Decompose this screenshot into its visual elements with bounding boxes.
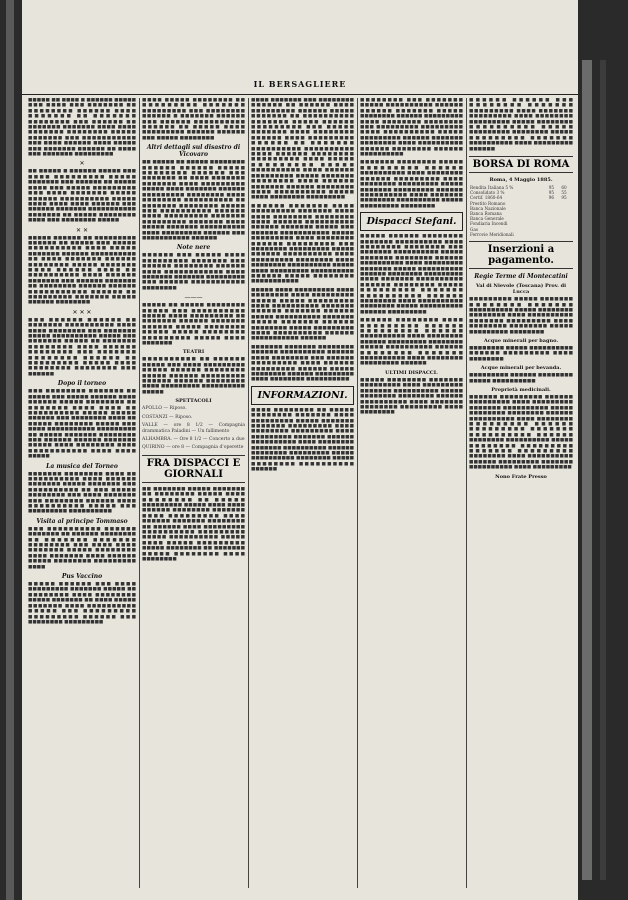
body-text: ■■■■■■ ■■■■■■■ ■■■■ ■■■■■■■■■ ■■■■■■■ ■■■■ ■■■■ ■■■■■■■■ ■■■■■■■■ ■■■■ ■■■■■■ ■■■■■■■■■■ ■■■■■■ ■■■■■■■ ■■■■■ ■■■ ■■■■■■ ■■■■■■■■■■■ ■■■■■ ■■■■■■■■■ ■■■■ ■■■■■■■■ ■■■■■■ ■■■■■■■■■ ■■■ ■■■■■■■■ ■■■■■■■■■ ■■■■■ ■■■■■■ ■■■■■■■■■■ ■■■■ ■■■■■■■■■ ■■■■■■■■ ■■■■ ■■■■■■■■ ■■■■■■■■■■ ■■■■■ ■■■■ ■■■■■■■■■ ■■■■■■■■■■ ■■■■■■ ■■■■■ ■■■■■■■■ ■■■■■■■■■■■ [251, 203, 354, 285]
body-text: ■■■■■■■ ■■■■■■■ ■■■■■■■■ ■■■■■■ ■■■■■■■■■■ ■■■■■■ ■■■■ ■■■■■■■■ ■■■ ■■■■■■ ■■■■■■■■■ ■■■■ ■■■■■■ ■■■■■■■■■ ■■■■■■ ■■■■■ ■■■■■■■■ ■■■■■■ ■■■■■■■■■ ■■■■ ■■■■■■■■ ■■■■■■■■■■ [251, 344, 354, 383]
body-text: ■■■■ ■■■■■■■ ■■■ ■■■■■■■■ ■■■■■■ ■■ ■■■■■■ ■■■■ ■■■■■■■■■ ■■■■■■ ■■■■■ ■■■■■■■ ■■ ■■■■■■■■■■ ■■■■■■■ ■■■■■ ■■■■■■ ■■■■■■■■■ ■■■ ■■■■■ ■■■■■■■ ■■■■ ■■■■■■■■ ■■■■■■ ■■■■ ■■■■■■■■■ ■■■■■■ ■■ ■■■■■■■ ■■■■■■■■■■ ■■■■■■■■■■ ■■■■ ■■■■■■ ■■■■■■■■ ■■■■■■■■■ ■■■■ ■■■■■ ■■■■■■■■■ ■■■■■ ■■■■■■■■■■ ■■■■ ■■■■■■ ■■■■■■■■■ ■■■■■ ■■■■■■■ ■■■■■■■■ ■■■■ ■■■■■■ ■■■■■■■ ■■■■■■ ■■■■■■■■ ■■■■ ■■■■■■■■■■ ■■■■■ ■■■■ ■■■■■■■■ ■■■■■■■■■ [251, 98, 354, 201]
body-text: ■■ ■■■■■■■ ■■■■■ ■■■■■■■ ■■ ■■■■■■■■ ■■■■■ ■■■■ ■■■■■■■■ ■■ ■■■■■ ■■■■■■■■■ ■■■■■ ■■■■ ■■■■ ■■■■■■ ■■■■■■■■ ■■■■■■■ ■■■■ ■■■■■■■■■ ■■■■ ■■■■■■ ■■■■■■■ ■■■■■■■■ ■■ ■■■■■■ ■■■■ ■■■■■■■■■ ■■■■■■■■■■ ■■■■■■■■■ ■■■■■ ■■■■■■■■■■ ■■■■■ ■■■■ ■■■■■ ■■■■■■■■■ ■■■■■ ■■■■■■■■ ■■ ■■■■■■■ ■■■■■ ■■■■■■■■ ■■■■ ■■■■■■■■ [142, 486, 245, 562]
section-heading: Proprietà medicinali. [491, 386, 551, 393]
masthead [22, 78, 578, 95]
body-text: ■■■■■ ■■ ■■■■ ■ ■■■■■■ ■■■■■ ■■■ ■■■■ ■■■ ■■■■■■■ ■■ ■■■■■■■■ ■■■■■■ ■■■■ ■■■■■■■ ■■ ■■■■■■■ ■■■■■■■■ ■■■ ■■■■■■ ■■ ■■■■■■■ ■■■■■■■ ■■■■ ■■■■ ■■■■■■■ ■■■■■■■■ ■■■■■ ■■■■■■■ ■■■ ■■■■■■■■■■■ ■■■ ■■■■ ■■■■■■ ■■■■ ■■■■■ ■■■ ■■■■■■■ ■■■■■■ ■■ ■■■■ ■■■ ■■■■■■■ ■■■■■■■■■ [28, 98, 136, 158]
section-heading: Altri dettagli sul disastro di Vicovaro [146, 144, 241, 159]
inserzioni-heading: Inserzioni a pagamento. [469, 241, 573, 269]
column-rule [466, 98, 467, 888]
section-heading: Acque minerali per bagno. [483, 337, 559, 344]
separator: ✕ [79, 160, 85, 168]
body-text: ■■■■■■ ■■■■■■■■■ ■■■■■■ ■■■■■■■■■ ■■■■ ■■■■■■■■■ ■■■■■■■ ■■■■■■■■■■ ■■■■■ ■■■■■■■■ ■■■■■■■■ ■■■■■■ ■■■■■■■■■■ ■■■■ ■■■■■■■■ ■■■■■■■■■ ■■■■■■ ■■■■■■■■■ ■■■■■■■ ■■■■■■■■■■ ■■■■■■ ■■■■■■■■ ■■■■■■■■■■ ■■■■■ ■■■■■■■■ ■■■■■■■■■ ■■■■■■■ ■■■■■■■■■ ■■■■■■■■ ■■■■ ■■■■■■■■■■ ■■■■■■ ■■■■■■■■■ ■■■■■■■ ■■■■■■■■■■ ■■■■ ■■■■■■■■■ [469, 394, 573, 471]
body-text: ■■■■ ■■■■■■■■ ■■ ■■■■■ ■■■■■■■■ ■■■■■■■ ■■■■ ■■■■■■■■■ ■■■■■ ■■■■■■■ ■■■■■■■ ■■■■■■■■■ ■■■■ ■■■■■■■■ ■■■■■■■■■ ■■■■ ■■■■■■■■■ ■■■■■■■ ■■■■■■ ■■■■■■■■■■ ■■■■ ■■■■■■■■ ■■■■■■■ ■■■■■■■■■■ ■■■■■■ ■■■■■■■■ ■■■■■■■■■ ■■■■■ ■■■■■■■■■■ ■■■■■■■■ ■■■■■ ■■■■■■■■ ■■■■■■■■■■ ■■■■■■ [251, 407, 354, 473]
table-cell: 55 [561, 190, 567, 196]
section-heading: SPETTACOLI [175, 398, 212, 405]
body-text: ■■■■■ ■■■■■■■■ ■■■■■■■ ■■■■■■■■■ ■■■■ ■■■■■■■■■ ■■■■■■■ ■■■■■■■■■■ ■■■■■ ■■■■■■■■ ■■■■■■■■ ■■■■■■ ■■■■■■■■■■ ■■■■ ■■■■■■■ ■■■■■■■■ ■■■■■■■■■ ■■■■ ■■■■■■■■ [360, 377, 463, 416]
column-rule [139, 98, 140, 888]
body-text: ■■■■■ ■■■■■■ ■■■■■■■■ ■■■■■■■ ■■■■■■■■■■ ■■■■ ■■■■■■■■ ■■■■■■■■ ■■■ ■■■■■■■ ■■■■■■■■■■ ■■■■■ ■■■■■■■ ■■■■■■■■ ■■■■■■ ■■■■■■■■■■ ■■■■ ■■■■■■■■■ ■■■■■■■ ■■■■■ ■■■■■■■■■■ ■■■■■■ ■■■■■■■■ ■■■■■■■■■ ■■■■ ■■■■■■■ ■■■■■■■■■■ ■■■■■■ ■■■■■■■■ ■■■■■ ■■■■■■■■■ ■■■■■■■ ■■■■■■■■■■ ■■■■■■ ■■■■■■■■ ■■■■ ■■■■■■■■■■ ■■■■■■■■ ■■■■■ ■■■■■■■■■■ ■■■■■■ ■■■■■■■■■ [360, 234, 463, 315]
scan-right-margin [578, 0, 628, 900]
table-cell: Fondiaria Incendi [470, 221, 508, 227]
body-text: ■■■ ■■■■■■■■■■ ■■■■■■ ■■■■■■■ ■■ ■■■■■■ ■■■■■■■■ ■■ ■■■■■■■ ■■■■■■■ ■■■■■■■■ ■■■ ■■■■ ■■■■ ■■■■■■■ ■■■■■ ■■■■■■■■ ■■■■ ■■■■■■■ ■■■■ ■■■■■■ ■■■■■ ■■■■■■■■ ■■■■■■■■■ ■■■■ [28, 526, 136, 570]
borsa-heading: BORSA DI ROMA [469, 156, 573, 173]
page-edge-shadow [600, 60, 606, 880]
scan-left-margin [0, 0, 22, 900]
informazioni-banner: INFORMAZIONI. [251, 386, 354, 405]
theatre-listing: VALLE — ore 8 1/2 — Compagnia drammatica Paladini — Un fallimento [142, 423, 245, 434]
column-4 [360, 98, 463, 892]
column-1 [28, 98, 136, 892]
column-3 [251, 98, 354, 892]
section-heading: Note nere [176, 244, 211, 252]
body-text: ■■■■■■■■ ■■■■■ ■■■■■■■■■■ ■■■■■■ ■■■■■■■■■ ■■■■ ■■■■■■■■ [469, 345, 573, 362]
body-text: ■■■■■■■■■ ■■■■■ ■■■■■■■ ■■■■■■■■ ■■■■■■■ ■■■■■■■■■■ ■■■■■ ■■■■■■■■ ■■■■■■■■ ■■■■ ■■■■■■■■■■ ■■■■■■■ ■■■■■■■■■ ■■■■ ■■■■■■■■ ■■■■■■■■ ■■■■■ ■■■■■■■■■ ■■■■■■■■ [469, 297, 573, 335]
table-row [469, 232, 573, 237]
body-text: ■■■■■■■■■■ ■■ ■■■■■■ ■■■■■ ■■■ ■■■■ ■■■■■■■■■ ■■■■■ ■■■■■■ ■■■■■■■■ ■■■■■ ■■■■■■ ■■■■■■■■■ ■■■■■■ ■■■■■■ ■■■■■■■■ ■■■■ ■■■■■■■■■ ■■■■■■■■■■ ■■■■■ [142, 357, 245, 395]
body-text: ■■■ ■■■■■■■■ ■■■■■■■ ■■ ■■■■■ ■■■ ■■■■■ ■■■■■■ ■■■■ ■■■■■■ ■■■■■ ■■■■■■■■ ■■ ■■■■■■■ ■■■■ ■■■■ ■■ ■■■■■■■■■■ ■■■■■ ■■■■■ ■■■■■■ ■■■ ■■■■■■■■ ■■■■ ■■ ■■■■■ ■■■■■■■■ ■■■■■ ■■■ ■■■■ ■■■■■■■■■■■ ■■■■■■■■■ ■■ ■■■■■ ■■■■■■■ ■■■■■■■■ ■■■ ■■■■■■ ■■■■■■ ■■■■■■■ ■■■■■ ■■■■ ■■■■■■■■ ■■■■ ■■■■■■■■■■■ ■■■■ ■■■■ ■■■■■ [28, 389, 136, 460]
masthead-title: IL BERSAGLIERE [253, 79, 347, 89]
table-cell: 96 [548, 195, 555, 201]
body-text: ■■■■■ ■■■■ ■■■■■■■■■ ■■■■ ■■■■■■■■ ■■■■ ■■■■■■■■■ ■■■■■ ■■■■■ ■■■■■■■■■ ■■■■ ■■■■■■■■■■ ■■■■■■■ ■■■■■■ ■■■■■■■ ■■■■■■ ■■■■■ ■■■■■■■■■■ ■■■■■■■ ■■■■■ ■■■■■■■ ■■■■■■ ■■■■■■■■ ■■■■■ ■■■■■■■■■ ■■■■ ■■■■■■■■■■ ■■■■■■ ■■■■■■■■■■■ ■■■■■■ [251, 287, 354, 342]
body-text: ■■■■■■ ■■■■■■ ■■■ ■■■■■■■■ ■■■■■■■ ■■■■■■■■■ ■■■■ ■■■■■■■ ■■■■■■■■■ ■■■■ ■■■■■■■■ ■■■■■■■■■ ■■■■■ ■■■■■■■■ ■■■■■■■■■■ ■■■■■ ■■■■■■■■■ ■■■■■■■■ ■■■■■ ■■■■■■■■■ ■■■■■■■ ■■■■■■■■■■ ■■■■ ■■■■■■■■■ ■■■■■■ [469, 98, 573, 152]
borsa-date: Roma, 4 Maggio 1885. [489, 177, 553, 184]
section-heading: Dopo il torneo [57, 380, 107, 388]
body-text: ■■■■■ ■■■■■■ ■■■ ■■■■ ■■■■■■■■■ ■■■■■■■ ■■■■■ ■■ ■■■■■■■■ ■■■■ ■■■■■■■■ ■■■■■ ■■■■■■■ ■■ ■■■■ ■■■■■ ■■■■■■■ ■■■■ ■■■■■■■■■■ ■■■■■ ■■■ ■■■■■■■■■ ■■■■■■■■■ ■■■■■■ ■■■ ■■■■■■■■ ■■■■■■■■■ [28, 582, 136, 625]
section-banner: FRA DISPACCI E GIORNALI [142, 455, 245, 483]
section-heading: Acque minerali per bevanda. [480, 365, 562, 372]
page-edge [582, 60, 592, 880]
column-rule [248, 98, 249, 888]
table-cell: Prestito Romano [470, 200, 506, 206]
body-text: ■■■■■■ ■■■■■■■■ ■■■■ ■■■■■■■■■ ■■■■■■ ■■■■■■■■■ ■■■■■■ ■■■■■■■■■■ ■■■■ ■■■■■■■■ ■■■■■■ ■■■■■■■■■ ■■■■■■■■ ■■■■■ ■■■■■■■■■■ ■■■■■■ ■■■■■■■■ ■■■■■■■ ■■■■■■■■■■ ■■■■ ■■■■■■■■ ■■■■■■■■■ ■■■■■■ [360, 318, 463, 367]
table-cell: 95 [561, 195, 567, 201]
body-text: ■■■■■■■ ■■■■■■■■ ■■■■■ ■■■■■■■■■ ■■■■■■ ■■■■■■■■■■ ■■■■ ■■■■■■■■ ■■■■■■ ■■■■■■■■■ ■■■■ ■■■■■■■■ ■■■■■■■■■ ■■■■■ ■■■■■■■ ■■■■■■■■■ ■■■■■■ ■■■■■■■■■■ ■■■■ ■■■■■■■ ■■■■■■■■ ■■■■■■■■■■ ■■■■■ ■■■■■■■■■ ■■■■■■■■ [360, 160, 463, 209]
column-2 [142, 98, 245, 892]
column-5 [469, 98, 573, 892]
section-heading: La musica del Torneo [46, 462, 118, 470]
scan-streak [6, 0, 14, 900]
table-cell: Banca Generale [470, 216, 504, 222]
body-text: ■■■■■■■■ ■■■ ■■■■■■■ ■■■■■ ■■■■■■■■■■ ■■■■■■ ■■■■■■ ■■■■■■■ ■■■■■ ■■■■■■■■ ■■■■■■ ■■■■■■■■■ ■■■■ ■■■■■■■■ ■■■■■■■■ ■■■ ■■■■■■■■■ ■■■■■■■■■ ■■■■ ■■■■■■■■■■ ■■■■■ ■■■■■■■■■ ■■■■■■ ■■■■■■■ ■■■■■■■■ ■■■■ ■■■■■■■■■■ ■■■■■■ ■■■■■■■■ ■■■■■■ ■■■■■■■■■■ [360, 98, 463, 158]
section-heading: TEATRI [182, 349, 205, 356]
table-cell: 60 [561, 185, 567, 191]
body-text: ■■■■■■■ ■■■■■■■■ ■■■■ ■■ ■■■■■■■■■■ ■■■■ ■■■■■■ ■■■■■■■ ■■■■■ ■■■■■■■ ■■■ ■■■■■■■■■■ ■■ ■■■ ■■■■■ ■■■■■■■■ ■■■ ■■■■ ■■■■■■■ ■■■ ■■■■■■■■ ■■■■■■ ■■■■ ■■■■■■■■■■ ■■■■■ ■■■ ■■■■■■■■■ ■■■■■■■■■■ [28, 471, 136, 515]
body-text: ■■■■■■ ■■■ ■■■■■ ■■■■ ■■■■■■■■■ ■■■■■■■ ■■■ ■■■■■■ ■■■■■■■■ ■■■■■■ ■■■■ ■■■■■■■■■■■■ ■■■■ ■■■■■■■ ■■■■■■■ ■■■■■■■■■ ■■■ ■■■■■■ ■■■■■■■■■■■ ■■■■■■■■ [142, 253, 245, 291]
body-text: ■■■■ ■■■■■ ■■■■■■■■ ■■ ■■■■■■■■■ ■■■■■■■ ■■■■■■■■■ ■■■ ■■■■■■■■ ■■■■■■ ■ ■■■■■■■ ■■■■■■ ■■■ ■■■■■■ ■■■■■■■■■■ ■■■■■■ ■■ ■■■■■ ■■■■ ■■■■■■■■■ ■■■■■■ ■■■■■■ ■■■ ■■■■■ ■■■■■■■■ [142, 98, 245, 141]
table-cell: Rendita Italiana 5 % [470, 185, 514, 191]
theatre-listing: ALHAMBRA. — Ore 8 1/2 — Concerto a due [142, 436, 245, 442]
section-subheading: Val di Nievole (Toscana) Prov. di Lucca [475, 283, 567, 296]
section-heading: ULTIMI DISPACCI. [385, 369, 438, 376]
dispacci-stefani-banner: Dispacci Stefani. [360, 212, 463, 231]
column-rule [357, 98, 358, 888]
section-heading: Regie Terme di Montecatini [474, 273, 568, 281]
body-text: ■■ ■■■■■ ■ ■■■■■■ ■■■■■ ■■■ ■■■■ ■■■■■■■■■ ■■■■■ ■■■■■■■ ■■■ ■■■■■■ ■■ ■■■■■ ■■■■ ■■■ ■■■■■ ■■■■■■■■■ ■■■ ■■■■ ■■■■■■■ ■■■■■ ■■■■■■ ■■■■■■■■■■ ■■■■■ ■■■■ ■■■■ ■■■■ ■■■■■■ ■■■ ■■■■■■ ■■■■■■■ ■■■■■■■■■■■ ■■■■■■■ ■■ ■■■■■ ■■■■■■■■ ■■■■ ■■■ ■■■■■■■■ ■■■■■ [28, 169, 136, 224]
section-heading: Nono Frate Presso [495, 473, 547, 480]
theatre-listing: COSTANZI — Riposo. [142, 414, 193, 420]
table-cell: Consolidato 3 % [470, 190, 505, 196]
section-heading: Pus Vaccino [61, 573, 103, 581]
table-cell: Banca Romana [470, 211, 502, 217]
body-text: ■■■■■■■■■ ■■■■■■ ■■■■■■■■ ■■■■■ ■■■■■■■■■■ [469, 373, 573, 384]
table-cell: Certif. 1860-64 [470, 195, 503, 201]
table-cell: Gas [470, 226, 478, 232]
body-text: ■■■■■ ■■ ■■■■■ ■■■■■■■■ ■■■■■ ■■■ ■■■■■■■■■■ ■■■■■ ■■■■ ■■■■■■■■■ ■■ ■■■■■■■ ■■■■■■ ■■■■■■■ ■■■■■■ ■■■■■ ■■■■■■■■ ■■■■■ ■■■■■ ■■■■■■■■ ■■■■■■■■■ ■■■■■ ■■■■ ■■■■■■■ [142, 303, 245, 347]
separator: ——— [184, 294, 203, 302]
table-cell: Ferrovie Meridionali [470, 231, 514, 237]
separator: ✕ ✕ ✕ [72, 308, 92, 316]
table-cell [560, 232, 573, 237]
body-text: ■■ ■■■■■ ■■ ■■■■■ ■■■■■■■■ ■■■■■■ ■■■■■■ ■■■■■ ■■■■■■■■ ■■■■■■ ■■■ ■■■■■■■ ■■ ■■■■ ■■■■■■■ ■■■■■■■ ■■■■ ■■■■■■■■■ ■■■■■ ■■■■ ■■■■■■■ ■■■■■■ ■■■■■■■■■ ■■■■■■■■ ■■■■ ■■■■■■■■ ■■■■■■■■■■ ■■ ■■■■■■■ ■■■■■■■■ ■■■■■ ■■■ ■■■■■■■■■■ ■■■■■■ ■■■■ ■■■■■■■■■ ■■■■■■■ ■■■■■■■■■ ■■■■■■■ ■■■■ ■■■■■ ■■■■■■■ ■■■■■■■■■■ ■■■■ ■■■■■■■■■ ■■■■■■ ■■■ ■■■■■■■■■■■ ■■■■■■ [142, 160, 245, 241]
table-cell: 95 [548, 185, 555, 191]
borsa-table [469, 185, 573, 237]
theatre-listing: QUIRINO — ore 8 — Compagnia d'operette [142, 445, 244, 451]
table-cell: Banca Nazionale [470, 205, 506, 211]
table-cell: 95 [548, 190, 555, 196]
separator: ✕ ✕ [76, 226, 88, 234]
table-cell [548, 232, 561, 237]
newspaper-page [22, 0, 578, 900]
theatre-listing: APOLLO — Riposo. [142, 406, 187, 412]
body-text: ■■■■■ ■■■■■■ ■■ ■■■■■■■■■ ■■■■■■ ■■ ■■■■■ ■■■ ■■■■■ ■■■■■■■■■■ ■■■■ ■■■■■ ■■■■■■■ ■■■■■■ ■■■■■■■■■■ ■■ ■■■■ ■■■■■■■ ■■■■■■ ■■■■■■■■ ■■■■■ ■■■■■■■ ■■■■ ■■■■■■ ■■■■ ■■ ■■■■■■■■■■ ■■■■ ■■■■■■ ■■■■■■■ ■■■ ■■■■■■ ■■■■■■■ ■■ ■■■■■■■■ ■■■■■■ ■■■■■■ ■■■■■■■■■■■ ■■■■■■ ■■ ■■■■■■■■■ ■■■■■■■ ■■■■■ ■■■■■■ ■■■■■■■■ [28, 235, 136, 306]
body-text: ■■■ ■■■■■■ ■■■■■■ ■■ ■■■■■■■ ■■■■■■■■■■ ■■■■ ■■■■ ■■■■■■■■ ■■■ ■■■■■■■ ■■■■■ ■■■■■■■■■■ ■■■■■ ■■■ ■■■■■■■ ■■■■■ ■■ ■■■■■■■ ■■■■■■■■ ■■■■ ■■■■■■ ■■■■■■■■ ■■■ ■■■■■■■ ■■■■■■■■ ■■■■■■ ■■ ■■■■■■■■■ ■■■■■ ■■■■ ■■■■■■■■ ■■■■■■■■ ■■■ ■■■■■■ [28, 317, 136, 377]
section-heading: Visita al principe Tommaso [36, 517, 128, 525]
